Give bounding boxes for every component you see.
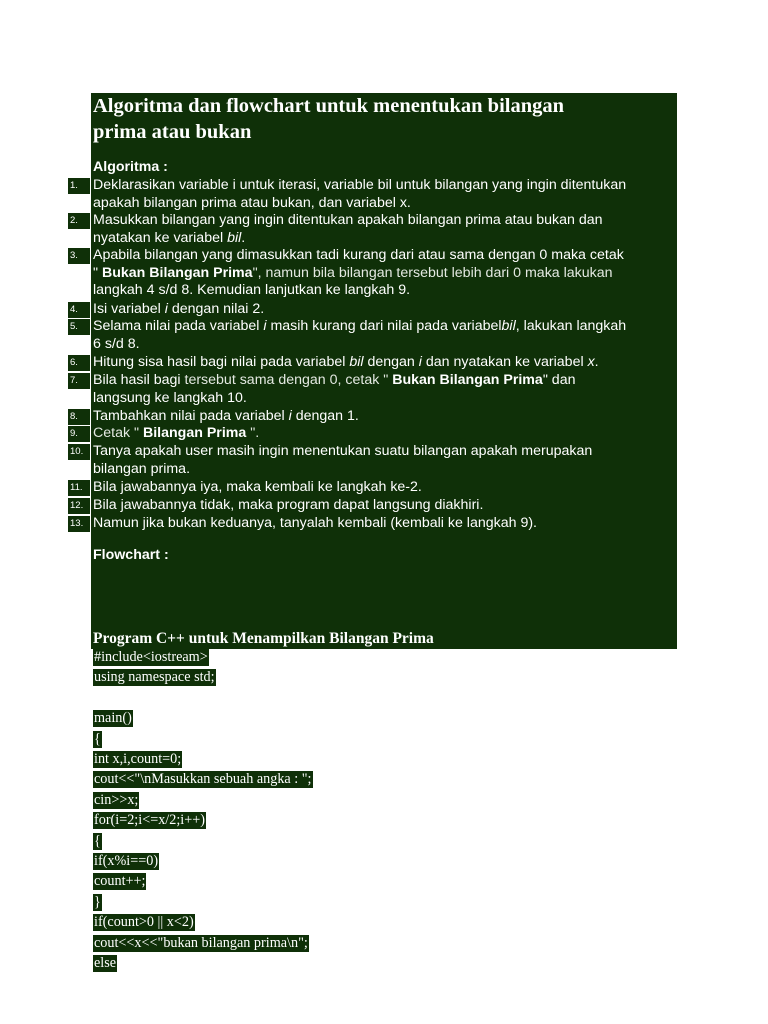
code-line-text: { bbox=[94, 730, 101, 747]
flowchart-heading: Flowchart : bbox=[93, 547, 169, 563]
text-run: . bbox=[241, 229, 246, 246]
code-line-text: if(count>0 || x<2) bbox=[94, 914, 194, 931]
code-line-text: int x,i,count=0; bbox=[94, 751, 182, 767]
text-run: tersebut sama dengan 0, cetak " bbox=[184, 372, 393, 388]
list-item bbox=[93, 372, 679, 407]
code-line bbox=[93, 708, 133, 728]
code-line bbox=[93, 851, 159, 871]
step-number: 1. bbox=[68, 178, 90, 194]
code-line bbox=[93, 769, 313, 789]
italic-var: x bbox=[587, 354, 595, 370]
step-text bbox=[93, 372, 679, 390]
italic-var: bil bbox=[501, 318, 516, 334]
step-number: 12. bbox=[68, 498, 90, 514]
code-line bbox=[93, 749, 182, 769]
text-run: " bbox=[93, 264, 102, 281]
list-item bbox=[93, 212, 679, 247]
list-item bbox=[93, 408, 679, 426]
step-number: 8. bbox=[68, 409, 90, 425]
list-item bbox=[93, 247, 679, 300]
code-line bbox=[93, 912, 195, 932]
text-run: ", namun bila bilangan tersebut lebih dari 0 maka lakukan bbox=[252, 264, 613, 281]
text-run: ". bbox=[246, 425, 260, 441]
step-text bbox=[93, 265, 679, 283]
code-line bbox=[93, 831, 102, 851]
title-line-2: prima atau bukan bbox=[93, 121, 252, 143]
text-run: dengan nilai 2. bbox=[167, 301, 265, 317]
step-text: apakah bilangan prima atau bukan, dan variabel x. bbox=[93, 194, 411, 211]
code-line-text: count++; bbox=[94, 873, 146, 890]
code-line-text: cout<<x<<"bukan bilangan prima\n"; bbox=[94, 934, 308, 951]
step-text: Bila jawabannya iya, maka kembali ke langkah ke-2. bbox=[93, 479, 422, 495]
step-number: 5. bbox=[68, 319, 90, 335]
code-line bbox=[93, 871, 146, 891]
code-line-text: #include<iostream> bbox=[94, 649, 208, 665]
code-line bbox=[93, 667, 216, 687]
step-text: Apabila bilangan yang dimasukkan tadi kurang dari atau sama dengan 0 maka cetak bbox=[93, 247, 624, 263]
text-run: dengan bbox=[363, 354, 419, 370]
text-run: Tambahkan nilai pada variabel bbox=[93, 408, 289, 424]
code-line-text: else bbox=[94, 955, 117, 971]
code-line-text: cin>>x; bbox=[94, 791, 139, 808]
step-number: 3. bbox=[68, 248, 90, 264]
step-number: 13. bbox=[68, 516, 90, 532]
list-item bbox=[93, 443, 679, 478]
step-number: 11. bbox=[68, 480, 90, 496]
list-item bbox=[93, 479, 679, 497]
text-run: dengan 1. bbox=[291, 408, 359, 424]
step-number: 4. bbox=[68, 302, 90, 318]
list-item bbox=[93, 354, 679, 372]
step-text: 6 s/d 8. bbox=[93, 335, 140, 352]
title-line-1: Algoritma dan flowchart untuk menentukan bilangan bbox=[93, 95, 565, 117]
italic-var: i bbox=[164, 301, 168, 317]
code-line-text: cout<<"\nMasukkan sebuah angka : "; bbox=[94, 771, 312, 788]
list-item bbox=[93, 177, 679, 212]
code-line bbox=[93, 953, 117, 973]
code-line bbox=[93, 810, 206, 830]
text-run: Hitung sisa hasil bagi nilai pada variabel bbox=[93, 354, 350, 370]
step-text bbox=[93, 230, 679, 248]
bold-phrase: Bukan Bilangan Prima bbox=[392, 372, 543, 388]
code-line bbox=[93, 729, 102, 749]
step-number: 6. bbox=[68, 355, 90, 371]
list-item bbox=[93, 301, 679, 319]
text-run: masih kurang dari nilai pada variabel bbox=[266, 318, 502, 334]
code-line-text: for(i=2;i<=x/2;i++) bbox=[94, 812, 205, 829]
step-number: 10. bbox=[68, 444, 90, 460]
italic-var: i bbox=[288, 408, 292, 424]
code-line-text: if(x%i==0) bbox=[94, 853, 159, 869]
italic-var: i bbox=[418, 354, 422, 370]
code-line-text bbox=[93, 690, 95, 707]
step-text: Deklarasikan variable i untuk iterasi, variable bil untuk bilangan yang ingin ditentukan bbox=[93, 177, 627, 193]
step-text bbox=[93, 301, 679, 319]
list-item bbox=[93, 515, 679, 533]
text-run: Bila hasil bagi bbox=[93, 372, 185, 388]
step-text bbox=[93, 318, 679, 336]
step-text: Bila jawabannya tidak, maka program dapat langsung diakhiri. bbox=[93, 497, 484, 513]
text-run: , lakukan langkah bbox=[515, 318, 627, 334]
program-heading: Program C++ untuk Menampilkan Bilangan Prima bbox=[93, 630, 434, 647]
step-text: langkah 4 s/d 8. Kemudian lanjutkan ke langkah 9. bbox=[93, 282, 411, 298]
text-run: Isi variabel bbox=[93, 301, 165, 317]
code-line bbox=[93, 790, 139, 810]
step-text: Namun jika bukan keduanya, tanyalah kembali (kembali ke langkah 9). bbox=[93, 515, 538, 531]
step-text bbox=[93, 408, 679, 426]
step-text bbox=[93, 354, 679, 372]
code-line-text: } bbox=[94, 893, 101, 910]
text-run: dan nyatakan ke variabel bbox=[421, 354, 588, 370]
code-line bbox=[93, 688, 95, 708]
text-run: " dan bbox=[542, 372, 576, 388]
code-line-text: using namespace std; bbox=[94, 669, 215, 686]
list-item bbox=[93, 497, 679, 515]
step-text: Masukkan bilangan yang ingin ditentukan apakah bilangan prima atau bukan dan bbox=[93, 212, 603, 228]
bold-phrase: Bukan Bilangan Prima bbox=[101, 264, 253, 281]
code-line bbox=[93, 933, 309, 953]
text-run: Cetak " bbox=[93, 425, 143, 441]
list-item bbox=[93, 425, 679, 443]
algoritma-heading: Algoritma : bbox=[93, 159, 168, 175]
step-number: 2. bbox=[68, 213, 90, 229]
step-number: 7. bbox=[68, 373, 90, 389]
text-run: Selama nilai pada variabel bbox=[93, 318, 264, 334]
italic-var: i bbox=[263, 318, 267, 334]
step-text bbox=[93, 425, 679, 443]
text-run: nyatakan ke variabel bbox=[93, 229, 228, 246]
italic-var: bil bbox=[349, 354, 364, 370]
code-line-text: main() bbox=[94, 710, 132, 727]
bold-phrase: Bilangan Prima bbox=[142, 425, 247, 441]
code-line bbox=[93, 647, 209, 667]
document-title bbox=[93, 93, 653, 145]
italic-var: bil bbox=[227, 229, 242, 246]
text-run: . bbox=[594, 354, 599, 370]
step-text: langsung ke langkah 10. bbox=[93, 389, 247, 406]
code-line-text: { bbox=[94, 832, 101, 849]
list-item bbox=[93, 318, 679, 353]
step-text: Tanya apakah user masih ingin menentukan suatu bilangan apakah merupakan bbox=[93, 443, 593, 459]
step-number: 9. bbox=[68, 426, 90, 442]
step-text: bilangan prima. bbox=[93, 460, 191, 477]
code-line bbox=[93, 892, 102, 912]
